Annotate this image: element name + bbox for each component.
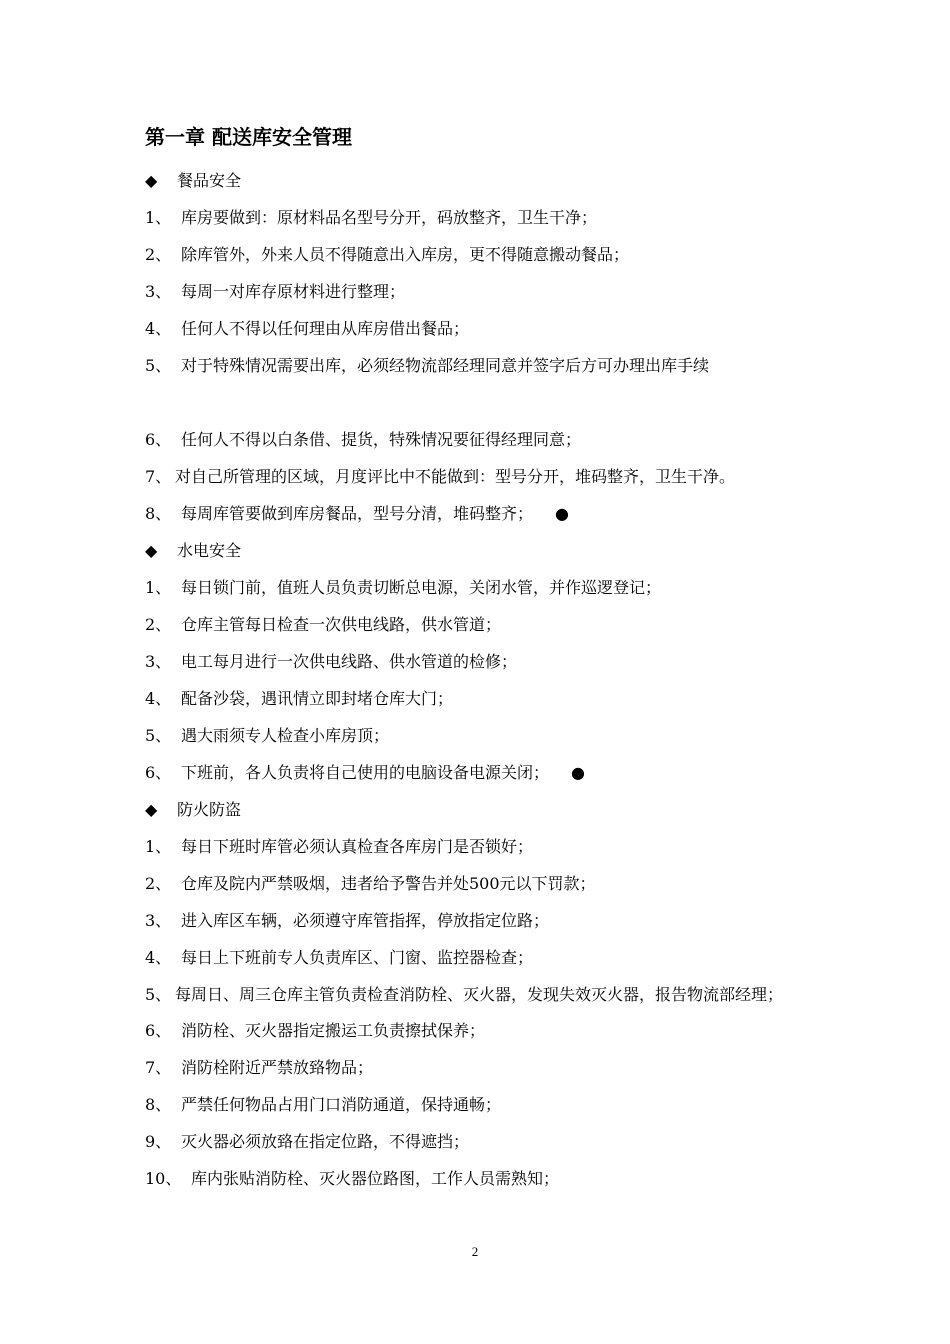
list-item: 8、 每周库管要做到库房餐品，型号分清，堆码整齐； ● bbox=[145, 495, 815, 532]
list-item: 2、 仓库主管每日检查一次供电线路，供水管道； bbox=[145, 615, 502, 634]
diamond-icon: ◆ bbox=[145, 800, 158, 819]
list-item: 5、 对于特殊情况需要出库，必须经物流部经理同意并签字后方可办理出库手续 bbox=[145, 356, 710, 375]
list-item: 2、 仓库及院内严禁吸烟，违者给予警告并处500元以下罚款； bbox=[145, 874, 596, 893]
section-heading: ◆ 水电安全 bbox=[145, 532, 815, 569]
bullet-dot-icon: ● bbox=[555, 504, 569, 523]
list-item: 5、 每周日、周三仓库主管负责检查消防栓、灭火器，发现失效灭火器，报告物流部经理； bbox=[145, 985, 784, 1004]
list-item: 1、 库房要做到：原材料品名型号分开，码放整齐，卫生干净； bbox=[145, 208, 598, 227]
list-item: 3、 电工每月进行一次供电线路、供水管道的检修； bbox=[145, 652, 518, 671]
list-item: 1、 每日锁门前，值班人员负责切断总电源，关闭水管，并作巡逻登记； bbox=[145, 578, 662, 597]
list-item: 7、 对自己所管理的区域，月度评比中不能做到：型号分开，堆码整齐，卫生干净。 bbox=[145, 467, 736, 486]
diamond-icon: ◆ bbox=[145, 171, 158, 190]
list-item: 4、 每日上下班前专人负责库区、门窗、监控器检查； bbox=[145, 948, 534, 967]
content bbox=[145, 122, 815, 1197]
list-item: 8、 严禁任何物品占用门口消防通道，保持通畅； bbox=[145, 1095, 502, 1114]
section-heading: ◆ 防火防盗 bbox=[145, 791, 815, 828]
section-heading: ◆ 餐品安全 bbox=[145, 162, 815, 199]
list-item: 5、 遇大雨须专人检查小库房顶； bbox=[145, 726, 390, 745]
list-item: 9、 灭火器必须放臵在指定位路，不得遮挡； bbox=[145, 1132, 470, 1151]
bullet-dot-icon: ● bbox=[571, 763, 585, 782]
list-item: 3、 每周一对库存原材料进行整理； bbox=[145, 282, 406, 301]
chapter-title: 第一章 配送库安全管理 bbox=[145, 125, 352, 149]
diamond-icon: ◆ bbox=[145, 541, 158, 560]
list-item: 3、 进入库区车辆，必须遵守库管指挥，停放指定位路； bbox=[145, 911, 550, 930]
list-item: 4、 配备沙袋，遇讯情立即封堵仓库大门； bbox=[145, 689, 454, 708]
list-item: 6、 消防栓、灭火器指定搬运工负责擦拭保养； bbox=[145, 1021, 486, 1040]
list-item: 2、 除库管外，外来人员不得随意出入库房，更不得随意搬动餐品； bbox=[145, 245, 630, 264]
list-item: 7、 消防栓附近严禁放臵物品； bbox=[145, 1058, 374, 1077]
page-number: 2 bbox=[471, 1244, 479, 1259]
list-item: 1、 每日下班时库管必须认真检查各库房门是否锁好； bbox=[145, 837, 534, 856]
list-item: 10、 库内张贴消防栓、灭火器位路图，工作人员需熟知； bbox=[145, 1169, 560, 1188]
list-item: 6、 下班前，各人负责将自己使用的电脑设备电源关闭； ● bbox=[145, 754, 815, 791]
list-item: 4、 任何人不得以任何理由从库房借出餐品； bbox=[145, 319, 470, 338]
list-item: 6、 任何人不得以白条借、提货，特殊情况要征得经理同意； bbox=[145, 430, 582, 449]
